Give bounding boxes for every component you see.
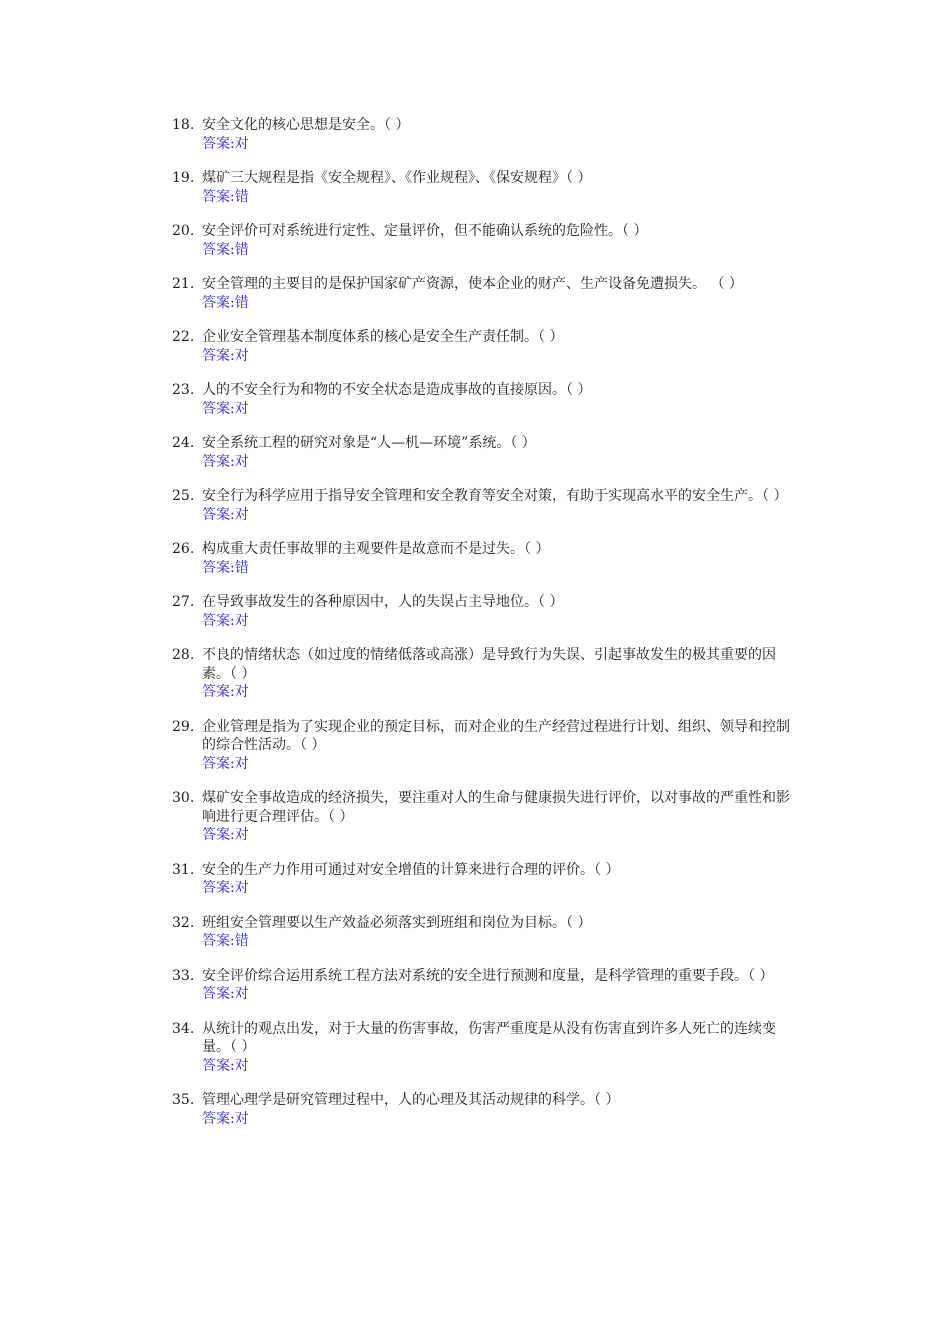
- answer-value: 对: [234, 827, 249, 843]
- answer-label: 答案:: [202, 1057, 235, 1074]
- question-text: 不良的情绪状态（如过度的情绪低落或高涨）是导致行为失误、引起事故发生的极其重要的因素。（ ）: [202, 647, 776, 682]
- question-number: 32.: [172, 914, 195, 931]
- question-item: [172, 381, 802, 418]
- answer-line: [202, 188, 802, 207]
- question-text: 安全的生产力作用可通过对安全增值的计算来进行合理的评价。（ ）: [202, 861, 620, 878]
- question-row: [172, 593, 802, 612]
- question-number: 23.: [172, 382, 195, 398]
- answer-line: [202, 879, 802, 898]
- question-item: [172, 789, 802, 845]
- answer-label: 答案:: [202, 241, 235, 258]
- answer-line: [202, 755, 802, 774]
- question-text: 从统计的观点出发，对于大量的伤害事故，伤害严重度是从没有伤害直到许多人死亡的连续变量。（ ）: [202, 1020, 776, 1055]
- question-item: [172, 275, 802, 312]
- question-item: [172, 328, 802, 365]
- question-row: [172, 1020, 802, 1057]
- answer-value: 对: [234, 684, 249, 700]
- answer-value: 对: [234, 453, 249, 470]
- question-number: 29.: [172, 718, 195, 735]
- question-row: [172, 646, 802, 683]
- question-text: 企业管理是指为了实现企业的预定目标，而对企业的生产经营过程进行计划、组织、领导和控制的综合性活动。（ ）: [202, 718, 790, 753]
- question-item: [172, 646, 802, 702]
- answer-label: 答案:: [202, 986, 235, 1002]
- answer-label: 答案:: [202, 684, 235, 700]
- answer-line: [202, 932, 802, 951]
- question-number: 20.: [172, 223, 195, 239]
- question-number: 18.: [172, 117, 195, 133]
- answer-value: 对: [234, 612, 249, 629]
- question-text: 安全管理的主要目的是保护国家矿产资源，使本企业的财产、生产设备免遭损失。 （ ）: [202, 276, 743, 292]
- answer-line: [202, 1057, 802, 1076]
- question-number: 28.: [172, 647, 195, 663]
- question-list: [172, 116, 802, 1144]
- question-item: [172, 718, 802, 774]
- question-item: [172, 1020, 802, 1076]
- question-number: 26.: [172, 541, 195, 557]
- question-row: [172, 434, 802, 453]
- question-number: 35.: [172, 1092, 195, 1108]
- answer-value: 错: [234, 933, 249, 949]
- question-text: 安全系统工程的研究对象是“人—机—环境”系统。（ ）: [202, 435, 536, 451]
- question-number: 31.: [172, 861, 195, 878]
- answer-label: 答案:: [202, 612, 235, 629]
- answer-value: 错: [234, 241, 249, 258]
- answer-label: 答案:: [202, 506, 235, 523]
- question-text: 人的不安全行为和物的不安全状态是造成事故的直接原因。（ ）: [202, 382, 592, 398]
- question-item: [172, 967, 802, 1004]
- question-text: 安全评价综合运用系统工程方法对系统的安全进行预测和度量，是科学管理的重要手段。（ ）: [202, 967, 774, 984]
- answer-label: 答案:: [202, 135, 235, 152]
- answer-line: [202, 985, 802, 1004]
- question-text: 管理心理学是研究管理过程中，人的心理及其活动规律的科学。（ ）: [202, 1092, 620, 1108]
- question-row: [172, 1091, 802, 1110]
- answer-line: [202, 612, 802, 631]
- answer-line: [202, 347, 802, 366]
- question-number: 24.: [172, 435, 195, 451]
- question-number: 33.: [172, 967, 195, 984]
- answer-value: 错: [234, 559, 249, 576]
- question-number: 19.: [172, 170, 195, 186]
- question-text: 安全文化的核心思想是安全。（ ）: [202, 117, 410, 133]
- question-row: [172, 381, 802, 400]
- question-text: 班组安全管理要以生产效益必须落实到班组和岗位为目标。（ ）: [202, 914, 592, 931]
- question-text: 安全评价可对系统进行定性、定量评价，但不能确认系统的危险性。（ ）: [202, 223, 648, 239]
- question-row: [172, 967, 802, 986]
- question-text: 煤矿三大规程是指《安全规程》、《作业规程》、《保安规程》（ ）: [202, 170, 592, 186]
- answer-value: 对: [234, 1110, 249, 1127]
- question-number: 30.: [172, 790, 195, 806]
- question-item: [172, 169, 802, 206]
- question-text: 企业安全管理基本制度体系的核心是安全生产责任制。（ ）: [202, 329, 564, 345]
- answer-label: 答案:: [202, 1110, 235, 1127]
- answer-value: 对: [234, 1057, 249, 1074]
- answer-label: 答案:: [202, 755, 235, 772]
- answer-value: 错: [234, 188, 249, 205]
- answer-label: 答案:: [202, 400, 235, 417]
- answer-label: 答案:: [202, 559, 235, 576]
- answer-value: 对: [234, 506, 249, 523]
- question-number: 34.: [172, 1020, 195, 1037]
- answer-line: [202, 826, 802, 845]
- answer-value: 对: [234, 986, 249, 1002]
- question-item: [172, 593, 802, 630]
- question-text: 构成重大责任事故罪的主观要件是故意而不是过失。（ ）: [202, 541, 550, 557]
- answer-label: 答案:: [202, 933, 235, 949]
- question-item: [172, 222, 802, 259]
- question-row: [172, 275, 802, 294]
- question-text: 安全行为科学应用于指导安全管理和安全教育等安全对策，有助于实现高水平的安全生产。（ ）: [202, 488, 788, 504]
- answer-label: 答案:: [202, 453, 235, 470]
- answer-label: 答案:: [202, 294, 235, 311]
- answer-value: 对: [234, 755, 249, 772]
- answer-line: [202, 294, 802, 313]
- question-number: 25.: [172, 488, 195, 504]
- answer-line: [202, 1110, 802, 1129]
- answer-line: [202, 241, 802, 260]
- answer-line: [202, 559, 802, 578]
- question-row: [172, 789, 802, 826]
- answer-value: 错: [234, 294, 249, 311]
- answer-label: 答案:: [202, 880, 235, 896]
- question-item: [172, 1091, 802, 1128]
- question-text: 煤矿安全事故造成的经济损失，要注重对人的生命与健康损失进行评价，以对事故的严重性和影响进行更合理评估。（ ）: [202, 790, 790, 825]
- question-row: [172, 914, 802, 933]
- question-row: [172, 718, 802, 755]
- answer-label: 答案:: [202, 347, 235, 364]
- answer-line: [202, 135, 802, 154]
- question-row: [172, 540, 802, 559]
- question-item: [172, 487, 802, 524]
- question-row: [172, 328, 802, 347]
- question-row: [172, 861, 802, 880]
- answer-line: [202, 400, 802, 419]
- answer-value: 对: [234, 135, 249, 152]
- answer-label: 答案:: [202, 827, 235, 843]
- question-row: [172, 487, 802, 506]
- question-number: 21.: [172, 276, 195, 292]
- question-row: [172, 169, 802, 188]
- answer-value: 对: [234, 880, 249, 896]
- question-item: [172, 540, 802, 577]
- answer-value: 对: [234, 400, 249, 417]
- question-text: 在导致事故发生的各种原因中，人的失误占主导地位。（ ）: [202, 594, 564, 610]
- answer-label: 答案:: [202, 188, 235, 205]
- question-item: [172, 434, 802, 471]
- question-item: [172, 914, 802, 951]
- answer-value: 对: [234, 347, 249, 364]
- question-row: [172, 222, 802, 241]
- answer-line: [202, 506, 802, 525]
- question-number: 27.: [172, 594, 195, 610]
- answer-line: [202, 683, 802, 702]
- answer-line: [202, 453, 802, 472]
- question-row: [172, 116, 802, 135]
- question-item: [172, 861, 802, 898]
- question-number: 22.: [172, 329, 195, 345]
- question-item: [172, 116, 802, 153]
